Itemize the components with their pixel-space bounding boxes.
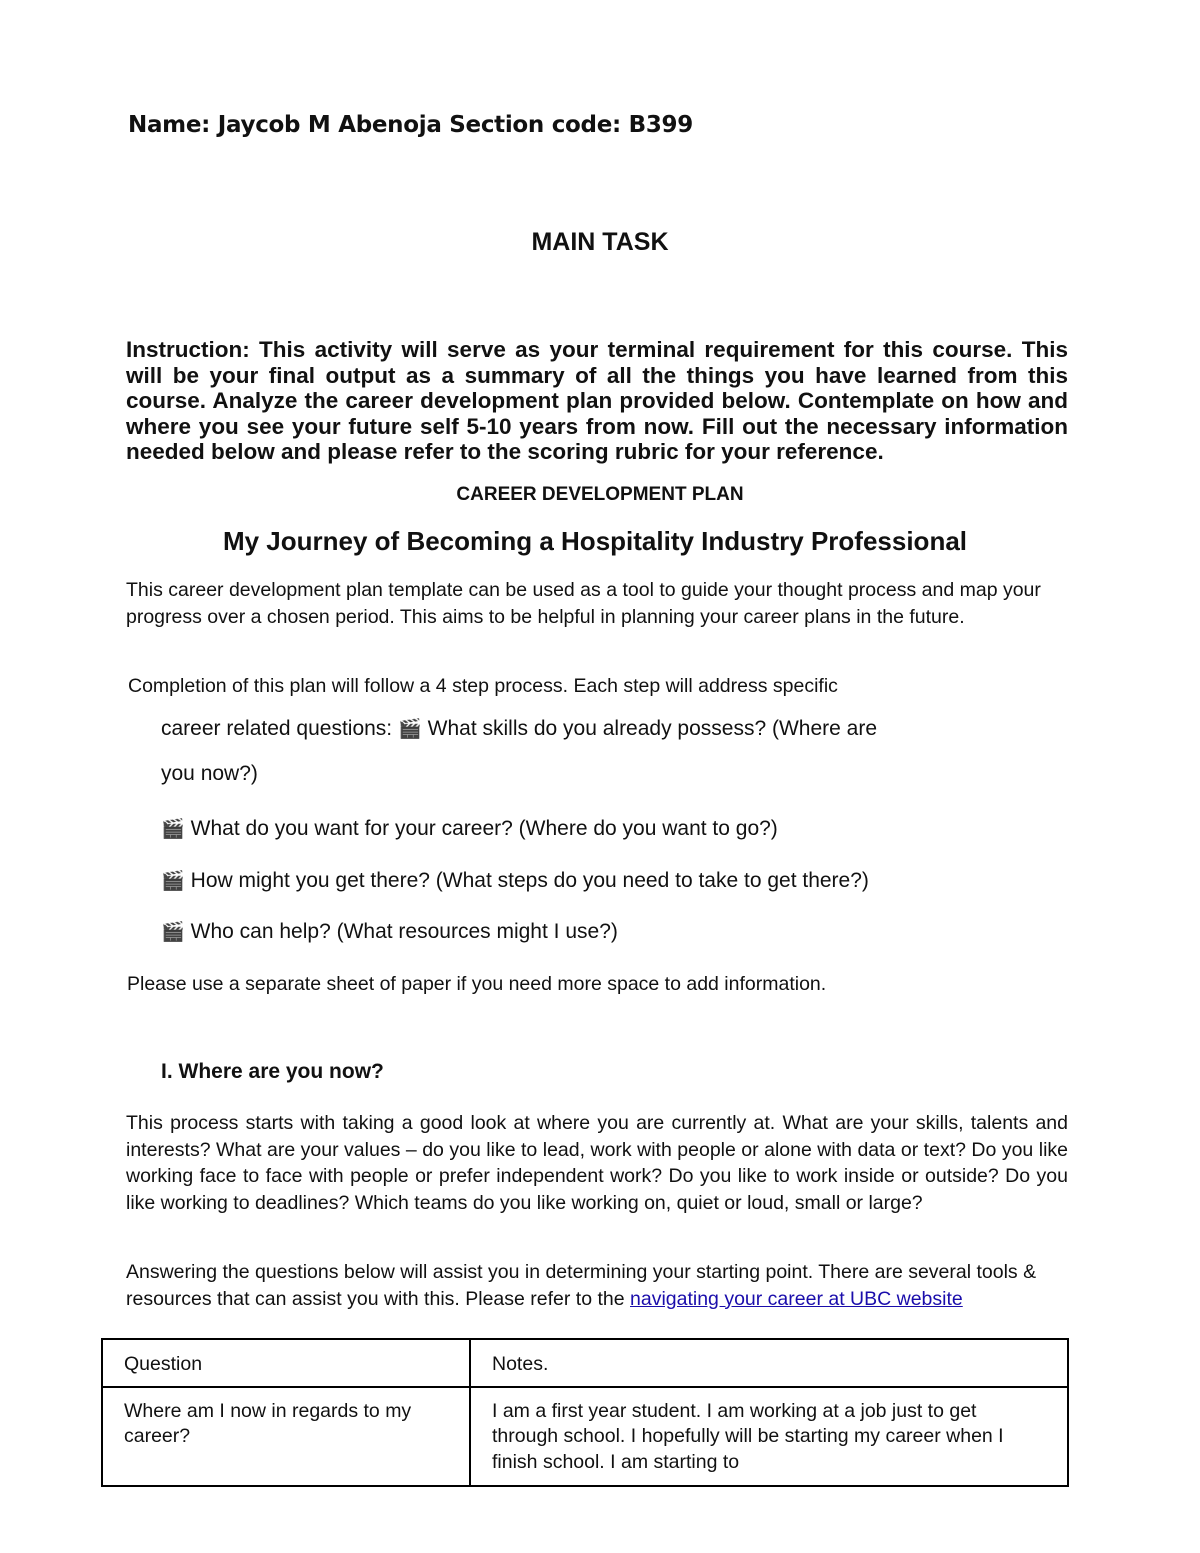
name-section-line: Name: Jaycob M Abenoja Section code: B399 bbox=[128, 112, 693, 138]
plan-title: My Journey of Becoming a Hospitality Industry Professional bbox=[222, 526, 968, 556]
question-3-text: How might you get there? (What steps do you need to take to get there?) bbox=[190, 869, 869, 892]
question-item-1 bbox=[161, 717, 877, 741]
intro-paragraph: This career development plan template can be used as a tool to guide your thought process and map your progress over a chosen period. This aims to be helpful in planning your career plans in the future. bbox=[126, 579, 1041, 628]
clapperboard-icon: 🎬 bbox=[397, 719, 422, 740]
question-4-text: Who can help? (What resources might I use?) bbox=[190, 920, 618, 943]
question-1-text: What skills do you already possess? (Where are bbox=[427, 717, 878, 740]
table-header-cell: Notes. bbox=[470, 1339, 1068, 1387]
ubc-career-link[interactable]: navigating your career at UBC website bbox=[630, 1287, 963, 1310]
clapperboard-icon: 🎬 bbox=[161, 871, 185, 892]
section-1-process-paragraph: This process starts with taking a good look at where you are currently at. What are your skills, talents and interests? What are your values – do you like to lead, work with people or alone with data or text? Do you like working face to face with people or prefer independent work? Do you like to work inside or outside? Do you like working to deadlines? Which teams do you like working on, quiet or loud, small or large? bbox=[126, 1112, 1068, 1214]
plan-heading: CAREER DEVELOPMENT PLAN bbox=[456, 484, 744, 505]
section-1-answering-paragraph bbox=[126, 1259, 1068, 1312]
question-item-2 bbox=[161, 817, 778, 841]
questions-lead: career related questions: bbox=[161, 717, 393, 740]
clapperboard-icon: 🎬 bbox=[161, 922, 185, 943]
question-item-4 bbox=[161, 920, 618, 944]
question-2-text: What do you want for your career? (Where do you want to go?) bbox=[190, 817, 778, 840]
section-1-heading: I. Where are you now? bbox=[161, 1060, 384, 1083]
question-item-3 bbox=[161, 869, 869, 893]
table-row bbox=[102, 1387, 1068, 1486]
table-cell-question: Where am I now in regards to my career? bbox=[102, 1387, 470, 1486]
answering-text: Answering the questions below will assist you in determining your starting point. There are several tools & resources that can assist you with this. Please refer to the bbox=[126, 1261, 1037, 1310]
separate-sheet-note: Please use a separate sheet of paper if you need more space to add information. bbox=[127, 973, 827, 995]
table-header-row bbox=[102, 1339, 1068, 1387]
table-cell-notes: I am a first year student. I am working at a job just to get through school. I hopefully will be starting my career when I finish school. I am starting to bbox=[470, 1387, 1068, 1486]
completion-text: Completion of this plan will follow a 4 step process. Each step will address specific bbox=[128, 675, 838, 697]
page-title: MAIN TASK bbox=[531, 228, 669, 256]
instruction-paragraph: Instruction: This activity will serve as your terminal requirement for this course. This will be your final output as a summary of all the things you have learned from this course. Analyze the career development plan provided below. Contemplate on how and where you see your future self 5-10 years from now. Fill out the necessary information needed below and please refer to the scoring rubric for your reference. bbox=[126, 337, 1068, 465]
clapperboard-icon: 🎬 bbox=[161, 819, 185, 840]
table-header-cell: Question bbox=[102, 1339, 470, 1387]
questions-notes-table bbox=[101, 1338, 1069, 1487]
question-1-continuation: you now?) bbox=[161, 762, 258, 785]
